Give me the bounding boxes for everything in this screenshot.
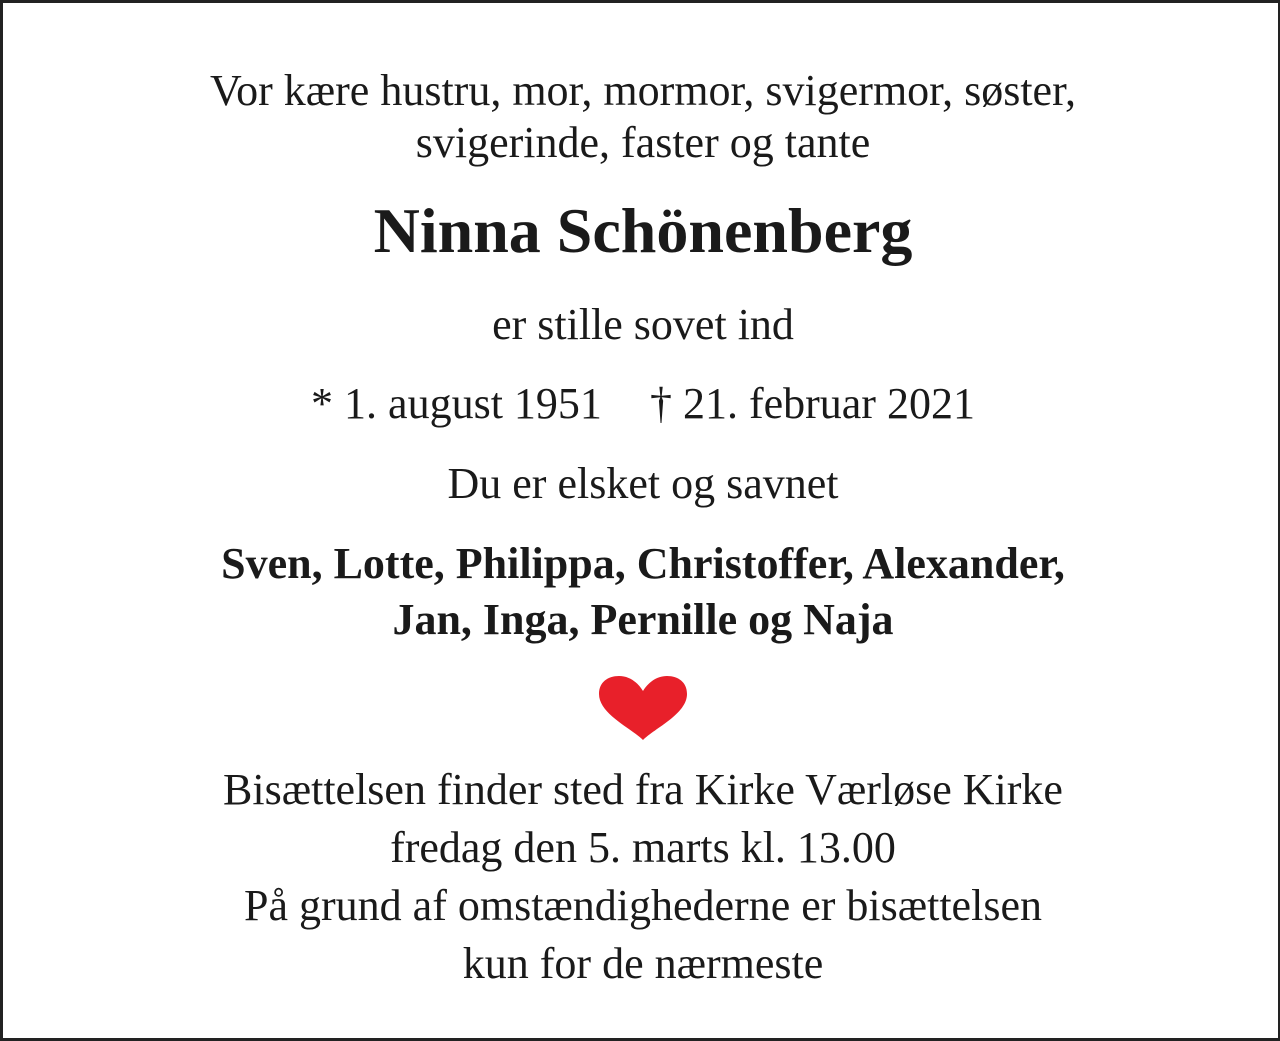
subtitle: er stille sovet ind bbox=[492, 300, 794, 349]
life-dates bbox=[3, 378, 1280, 430]
funeral-line: kun for de nærmeste bbox=[462, 939, 824, 988]
funeral-line: fredag den 5. marts kl. 13.00 bbox=[390, 823, 896, 872]
family-line: Sven, Lotte, Philippa, Christoffer, Alexander, bbox=[221, 539, 1065, 588]
intro-line: Vor kære hustru, mor, mormor, svigermor, søster, bbox=[210, 66, 1076, 115]
heart-icon bbox=[595, 674, 691, 742]
family-names bbox=[3, 536, 1280, 648]
funeral-info bbox=[3, 761, 1280, 993]
family-line: Jan, Inga, Pernille og Naja bbox=[392, 595, 894, 644]
death-date: † 21. februar 2021 bbox=[649, 379, 975, 428]
funeral-line: Bisættelsen finder sted fra Kirke Værløse Kirke bbox=[223, 765, 1063, 814]
birth-date: * 1. august 1951 bbox=[311, 379, 602, 428]
deceased-name: Ninna Schönenberg bbox=[373, 195, 913, 266]
love-line: Du er elsket og savnet bbox=[447, 459, 839, 508]
intro-line: svigerinde, faster og tante bbox=[415, 118, 871, 167]
funeral-line: På grund af omstændighederne er bisættelsen bbox=[244, 881, 1042, 930]
intro-text bbox=[3, 65, 1280, 169]
